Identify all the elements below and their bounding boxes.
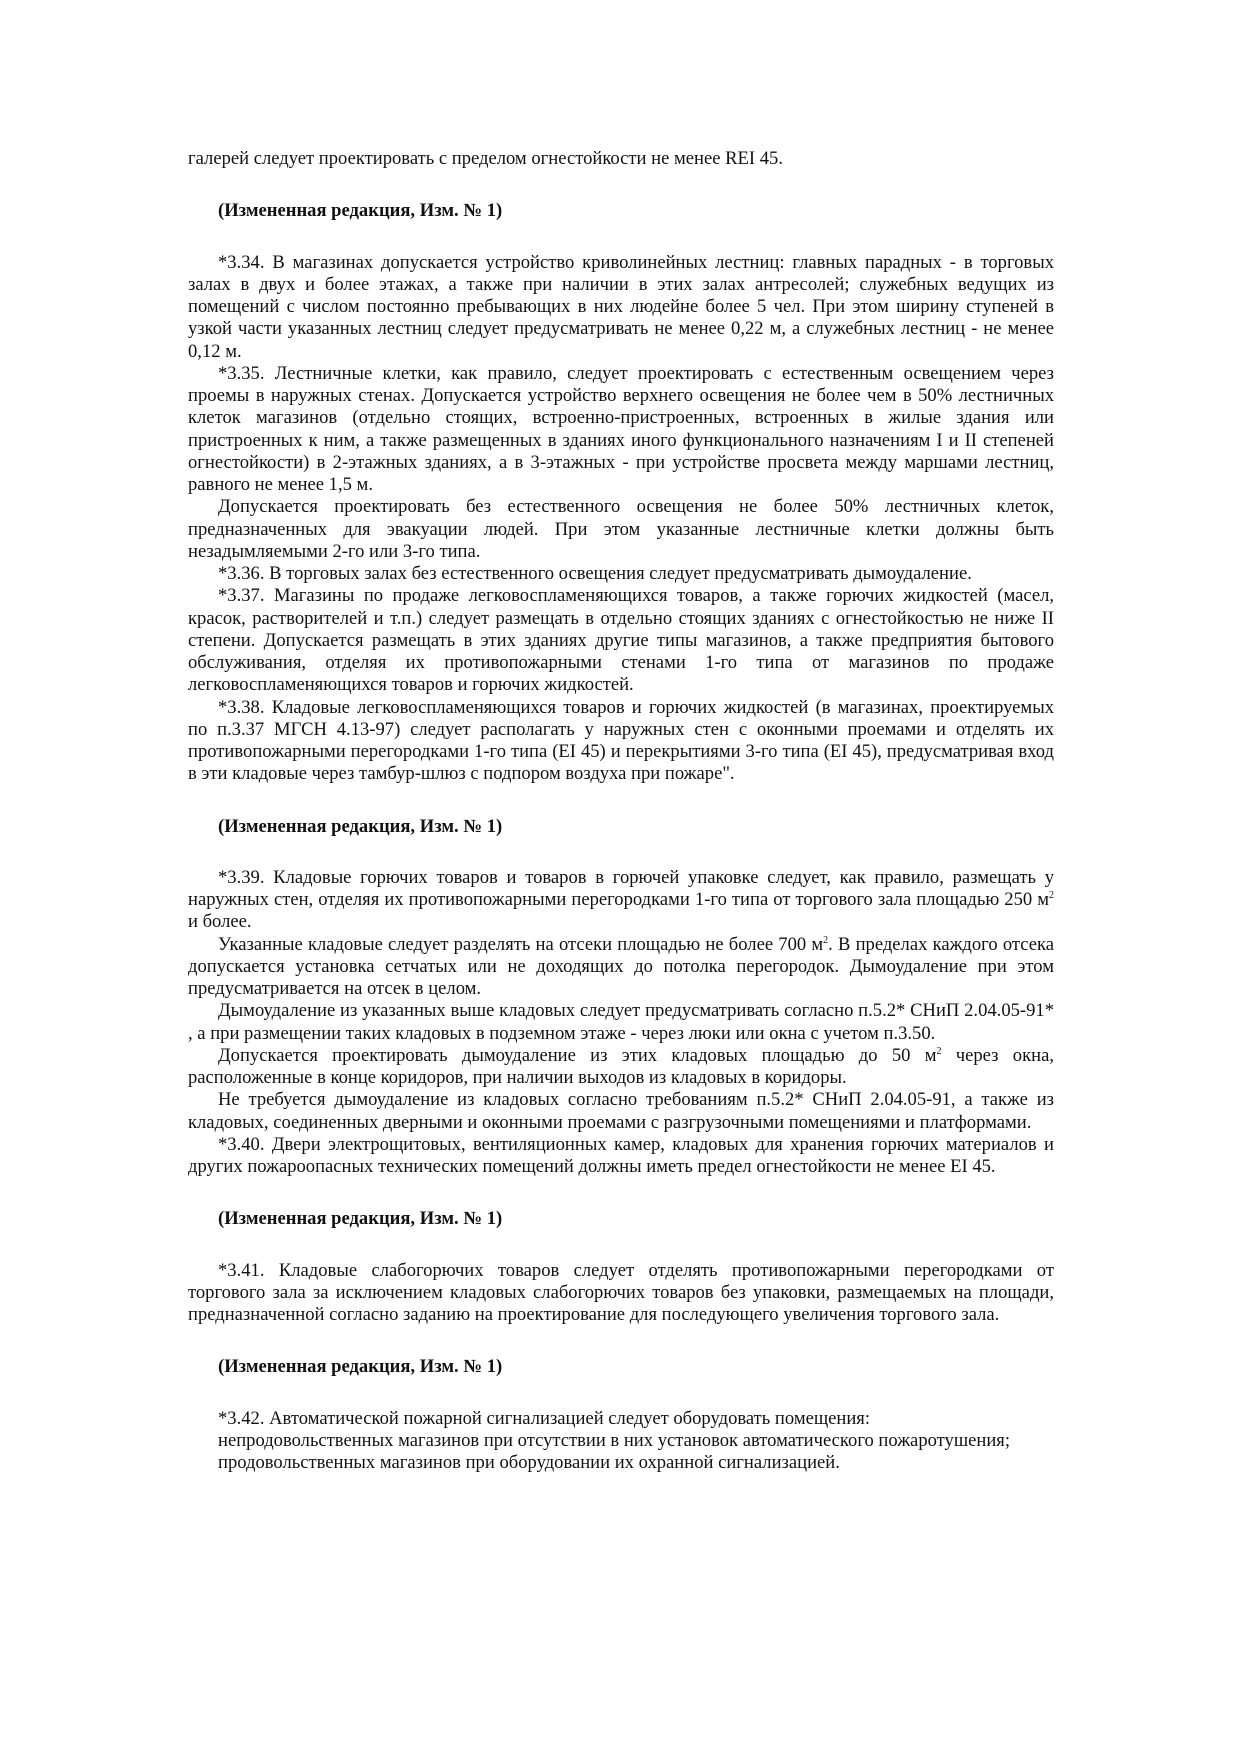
amendment-note: (Измененная редакция, Изм. № 1) (218, 815, 503, 837)
amendment-note: (Измененная редакция, Изм. № 1) (218, 200, 503, 222)
text: Указанные кладовые следует разделять на отсеки площадью не более 700 м (218, 933, 824, 955)
superscript: 2 (823, 934, 829, 946)
paragraph-3-39-d (188, 1045, 1054, 1090)
paragraph-intro: галерей следует проектировать с пределом огнестойкости не менее REI 45. (188, 148, 783, 169)
amendment-note: (Измененная редакция, Изм. № 1) (218, 1208, 503, 1230)
paragraph-3-37: *3.37. Магазины по продаже легковоспламеняющихся товаров, а также горючих жидкостей (масел, красок, растворителей и т.п.) следует размещать в отдельно стоящих зданиях с огнестойкостью не ниже II степени. Допускается размещать в этих зданиях другие типы магазинов, а также предприятия бытового обслуживания, отделяя их противопожарными стенами 1-го типа от магазинов по продаже легковоспламеняющихся товаров и горючих жидкостей. (188, 585, 1054, 696)
paragraph-3-39-c: Дымоудаление из указанных выше кладовых следует предусматривать согласно п.5.2* СНиП 2.04.05-91* , а при размещении таких кладовых в подземном этаже - через люки или окна с учетом п.3.50. (188, 1000, 1054, 1044)
paragraph-3-36: *3.36. В торговых залах без естественного освещения следует предусматривать дымоудаление. (218, 563, 972, 584)
paragraph-3-39-e: Не требуется дымоудаление из кладовых согласно требованиям п.5.2* СНиП 2.04.05-91, а также из кладовых, соединенных дверными и оконными проемами с разгрузочными помещениями и платформами. (188, 1089, 1054, 1133)
paragraph-3-39-b (188, 934, 1054, 1001)
amendment-note: (Измененная редакция, Изм. № 1) (218, 1356, 503, 1378)
paragraph-3-42: *3.42. Автоматической пожарной сигнализацией следует оборудовать помещения: (218, 1407, 871, 1429)
paragraph-3-39 (188, 867, 1054, 934)
text: *3.39. Кладовые горючих товаров и товаров в горючей упаковке следует, как правило, размещать у наружных стен, отделяя их противопожарными перегородками 1-го типа от торгового зала площадью 250 м (188, 866, 1054, 910)
paragraph-3-40: *3.40. Двери электрощитовых, вентиляционных камер, кладовых для хранения горючих материалов и других пожароопасных технических помещений должны иметь предел огнестойкости не менее EI 45. (188, 1133, 1054, 1177)
text: через окна, расположенные в конце коридоров, при наличии выходов из кладовых в коридоры. (188, 1044, 1054, 1088)
paragraph-3-35: *3.35. Лестничные клетки, как правило, следует проектировать с естественным освещением через проемы в наружных стенах. Допускается устройство верхнего освещения не более чем в 50% лестничных клеток магазинов (отдельно стоящих, встроенно-пристроенных, встроенных в жилые здания или пристроенных к ним, а также размещенных в зданиях иного функционального назначениям I и II степеней огнестойкости) в 2-этажных зданиях, а в 3-этажных - при устройстве просвета между маршами лестниц, равного не менее 1,5 м. (188, 362, 1054, 495)
superscript: 2 (1049, 890, 1054, 901)
superscript: 2 (936, 1045, 942, 1057)
text: Допускается проектировать дымоудаление из этих кладовых площадью до 50 м (218, 1044, 937, 1066)
paragraph-3-42-b: продовольственных магазинов при оборудовании их охранной сигнализацией. (218, 1452, 840, 1473)
paragraph-3-38: *3.38. Кладовые легковоспламеняющихся товаров и горючих жидкостей (в магазинах, проектируемых по п.3.37 МГСН 4.13-97) следует располагать у наружных стен с оконными проемами и отделять их противопожарными перегородками 1-го типа (EI 45) и перекрытиями 3-го типа (EI 45), предусматривая вход в эти кладовые через тамбур-шлюз с подпором воздуха при пожаре". (188, 696, 1054, 785)
paragraph-3-35-b: Допускается проектировать без естественного освещения не более 50% лестничных клеток, предназначенных для эвакуации людей. При этом указанные лестничные клетки должны быть незадымляемыми 2-го или 3-го типа. (188, 496, 1054, 562)
paragraph-3-34: *3.34. В магазинах допускается устройство криволинейных лестниц: главных парадных - в торговых залах в двух и более этажах, а также при наличии в этих залах антресолей; служебных ведущих из помещений с числом постоянно пребывающих в них людейне более 5 чел. При этом ширину ступеней в узкой части указанных лестниц следует предусматривать не менее 0,22 м, а служебных лестниц - не менее 0,12 м. (188, 251, 1054, 362)
paragraph-3-41: *3.41. Кладовые слабогорючих товаров следует отделять противопожарными перегородками от торгового зала за исключением кладовых слабогорючих товаров без упаковки, размещаемых на площади, предназначенной согласно заданию на проектирование для последующего увеличения торгового зала. (188, 1259, 1054, 1325)
text: . В пределах каждого отсека допускается установка сетчатых или не доходящих до потолка перегородок. Дымоудаление при этом предусматривается на отсек в целом. (188, 933, 1054, 999)
paragraph-3-42-a: непродовольственных магазинов при отсутствии в них установок автоматического пожаротушения; (218, 1429, 1011, 1451)
text: и более. (188, 911, 252, 933)
document-page (188, 148, 1054, 1474)
